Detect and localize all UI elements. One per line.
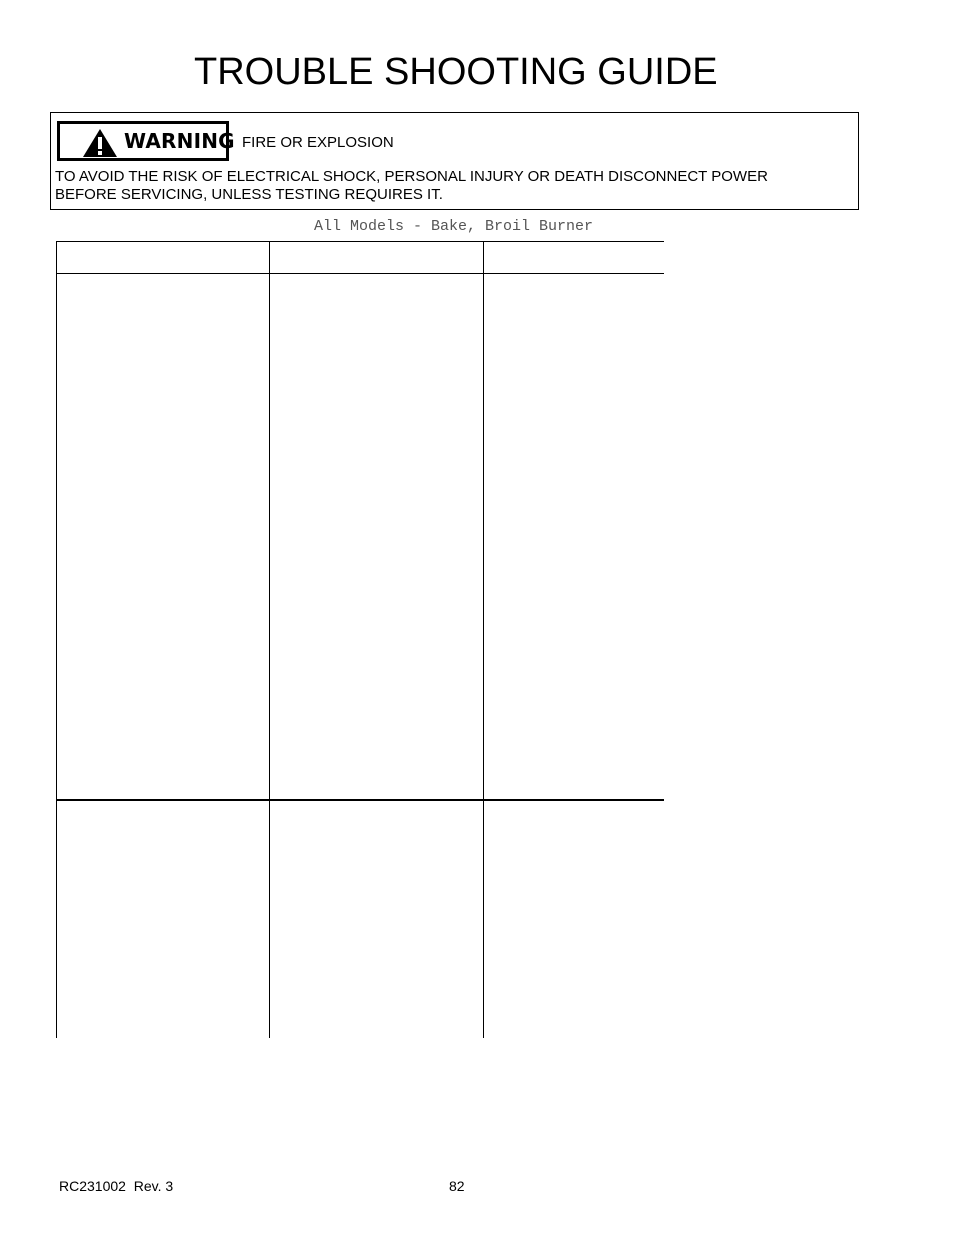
warning-text-line: BEFORE SERVICING, UNLESS TESTING REQUIRES IT. xyxy=(55,186,443,203)
footer-page-number: 82 xyxy=(449,1178,465,1194)
warning-hazard: FIRE OR EXPLOSION xyxy=(242,134,394,151)
footer-document-id: RC231002 Rev. 3 xyxy=(59,1178,174,1194)
exclamation-triangle-icon xyxy=(82,128,118,158)
table-row-divider xyxy=(56,799,664,801)
table-column-divider xyxy=(269,241,270,1038)
table-left-border xyxy=(56,241,57,1038)
warning-text xyxy=(55,168,845,204)
table-column-divider xyxy=(483,241,484,1038)
warning-box xyxy=(50,112,859,210)
page-title: TROUBLE SHOOTING GUIDE xyxy=(194,51,718,93)
table-caption: All Models - Bake, Broil Burner xyxy=(314,218,594,235)
warning-text-line: TO AVOID THE RISK OF ELECTRICAL SHOCK, PERSONAL INJURY OR DEATH DISCONNECT POWER xyxy=(55,168,768,185)
warning-label: WARNING xyxy=(124,129,235,153)
table-header-divider xyxy=(56,273,664,274)
table-top-border xyxy=(56,241,664,242)
trouble-shooting-table xyxy=(56,241,664,1038)
warning-badge xyxy=(57,121,235,161)
